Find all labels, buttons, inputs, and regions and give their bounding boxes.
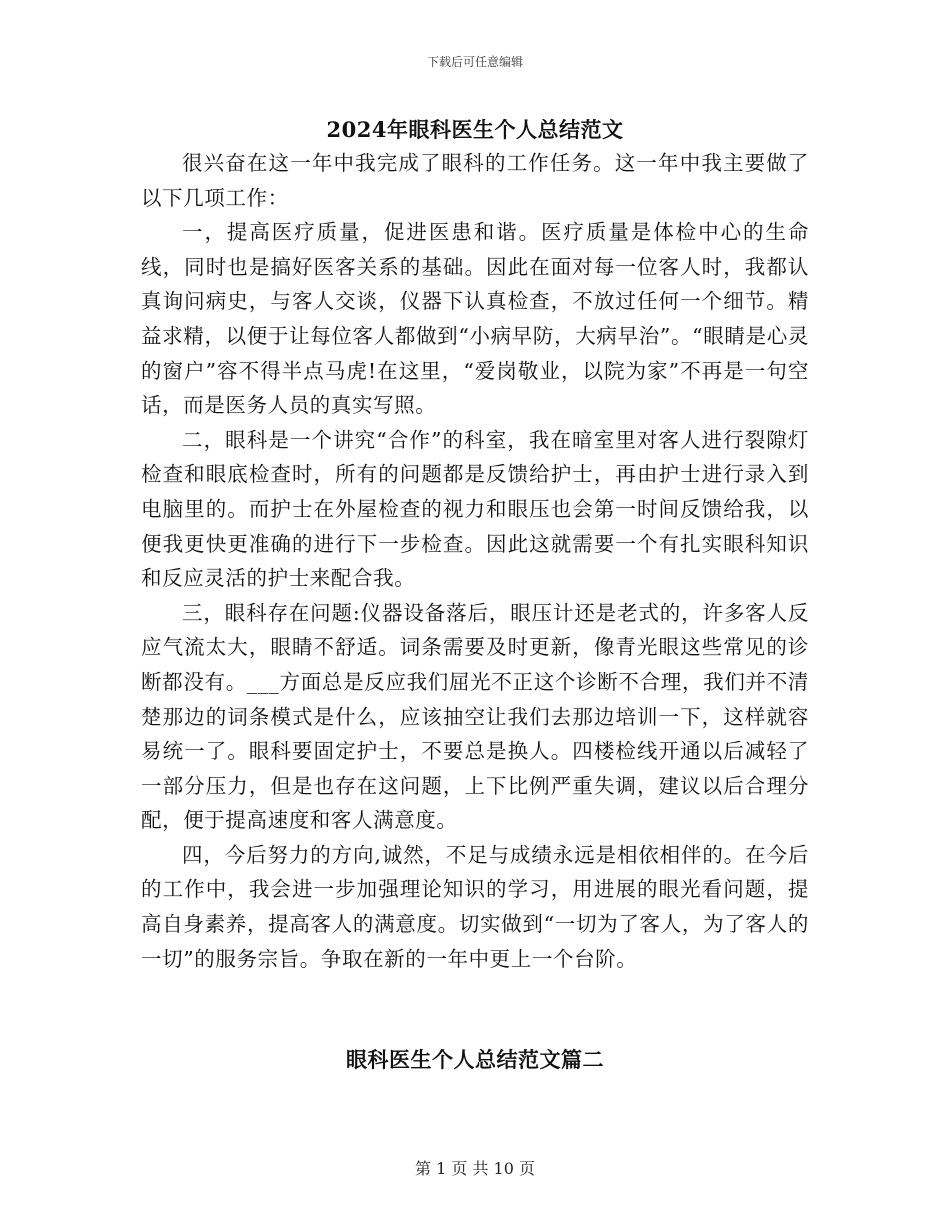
paragraph-four: 四，今后努力的方向,诚然，不足与成绩永远是相依相伴的。在今后的工作中，我会进一步加强理论知识的学习，用进展的眼光看问题，提高自身素养，提高客人的满意度。切实做到“一切为了客人，为了客人的一切”的服务宗旨。争取在新的一年中更上一个台阶。 bbox=[141, 842, 809, 971]
paragraph-one: 一，提高医疗质量，促进医患和谐。医疗质量是体检中心的生命线，同时也是搞好医客关系的基础。因此在面对每一位客人时，我都认真询问病史，与客人交谈，仪器下认真检查，不放过任何一个细节。精益求精，以便于让每位客人都做到“小病早防，大病早治”。“眼睛是心灵的窗户”容不得半点马虎!在这里，“爱岗敬业，以院为家”不再是一句空话，而是医务人员的真实写照。 bbox=[141, 220, 809, 418]
paragraph-intro: 很兴奋在这一年中我完成了眼科的工作任务。这一年中我主要做了以下几项工作： bbox=[141, 151, 809, 210]
page-footer: 第 1 页 共 10 页 bbox=[415, 1159, 535, 1178]
document-body bbox=[141, 146, 809, 976]
section-subtitle: 眼科医生个人总结范文篇二 bbox=[346, 1047, 604, 1072]
paragraph-two: 二，眼科是一个讲究“合作”的科室，我在暗室里对客人进行裂隙灯检查和眼底检查时，所有的问题都是反馈给护士，再由护士进行录入到电脑里的。而护士在外屋检查的视力和眼压也会第一时间反馈给我，以便我更快更准确的进行下一步检查。因此这就需要一个有扎实眼科知识和反应灵活的护士来配合我。 bbox=[141, 427, 809, 591]
header-note: 下载后可任意编辑 bbox=[426, 55, 523, 69]
document-title: 2024年眼科医生个人总结范文 bbox=[326, 117, 624, 142]
paragraph-three: 三，眼科存在问题:仪器设备落后，眼压计还是老式的，许多客人反应气流太大，眼睛不舒适。词条需要及时更新，像青光眼这些常见的诊断都没有。___方面总是反应我们屈光不正这个诊断不合理，我们并不清楚那边的词条模式是什么，应该抽空让我们去那边培训一下，这样就容易统一了。眼科要固定护士，不要总是换人。四楼检线开通以后减轻了一部分压力，但是也存在这问题，上下比例严重失调，建议以后合理分配，便于提高速度和客人满意度。 bbox=[141, 600, 809, 833]
